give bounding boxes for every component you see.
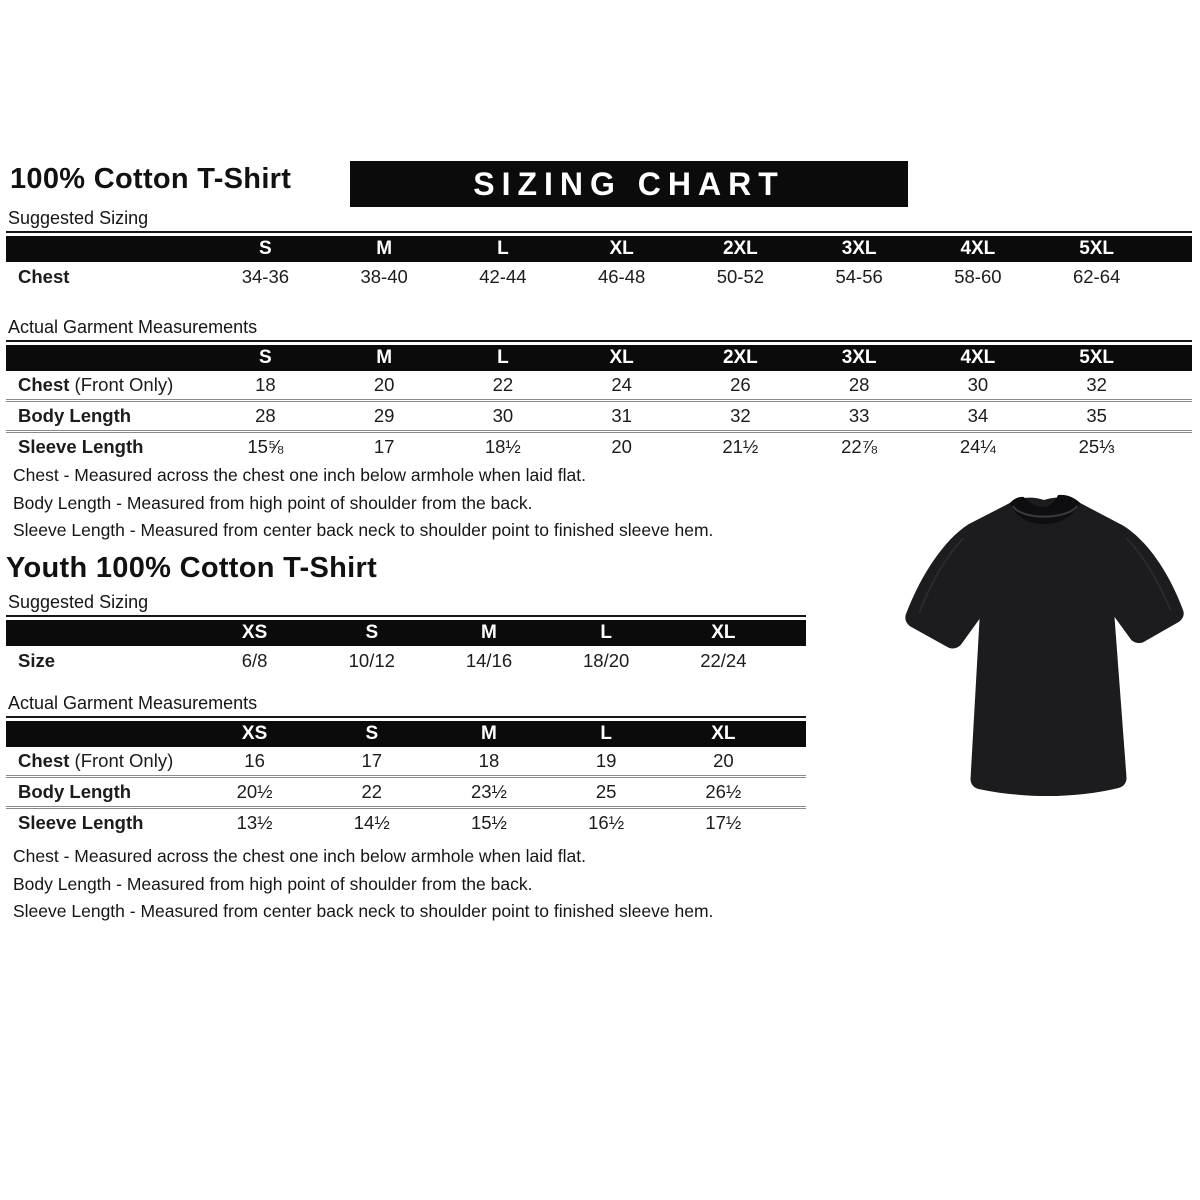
column-header-l: L xyxy=(497,238,509,259)
value-cell: 17½ xyxy=(665,808,782,838)
value-cell: 34 xyxy=(919,401,1038,432)
table-row-chest xyxy=(6,371,1192,401)
adult-suggested-sizing-table xyxy=(6,236,1192,292)
youth-suggested-sizing-label: Suggested Sizing xyxy=(8,592,149,612)
value-cell: 19 xyxy=(595,750,617,771)
header-spacer-cell xyxy=(782,620,806,646)
note-body-length: Body Length - Measured from high point of shoulder from the back. xyxy=(13,873,533,894)
value-cell: 28 xyxy=(848,374,870,395)
column-header-s: S xyxy=(365,622,379,643)
value-cell: 20 xyxy=(562,432,681,462)
value-cell: 22/24 xyxy=(700,650,747,671)
row-label: Body Length xyxy=(6,777,196,808)
row-label: Sleeve Length xyxy=(6,432,206,462)
value-cell: 22 xyxy=(313,777,430,808)
value-cell: 28 xyxy=(206,401,325,432)
youth-actual-measurements-table-wrap xyxy=(6,716,806,837)
value-cell: 29 xyxy=(325,401,444,432)
value-cell: 16 xyxy=(244,750,265,771)
youth-actual-measurements-table xyxy=(6,721,806,837)
value-cell: 18 xyxy=(478,750,500,771)
adult-actual-measurements-label: Actual Garment Measurements xyxy=(8,317,258,337)
value-cell: 21½ xyxy=(681,432,800,462)
column-header-xl: XL xyxy=(711,723,736,744)
column-header-m: M xyxy=(481,723,497,744)
table-header-row xyxy=(6,721,806,747)
row-label: Body Length xyxy=(6,401,206,432)
table-header-row xyxy=(6,236,1192,262)
sizing-chart-banner xyxy=(350,161,908,207)
adult-suggested-sizing-label: Suggested Sizing xyxy=(8,208,149,228)
value-cell: 14½ xyxy=(313,808,430,838)
tshirt-body-shape xyxy=(905,498,1183,796)
value-cell: 22 xyxy=(492,374,514,395)
column-header-xs: XS xyxy=(241,622,268,643)
value-cell: 30 xyxy=(444,401,563,432)
note-body-length: Body Length - Measured from high point of shoulder from the back. xyxy=(13,492,533,513)
row-label: Chest (Front Only) xyxy=(18,374,174,395)
spacer-cell xyxy=(782,646,806,676)
header-empty-cell xyxy=(6,236,206,262)
column-header-xl: XL xyxy=(609,238,634,259)
black-tshirt-image xyxy=(893,490,1195,800)
table-row-chest xyxy=(6,747,806,777)
youth-section-title: Youth 100% Cotton T-Shirt xyxy=(6,552,378,584)
table-header-row xyxy=(6,620,806,646)
table-row-size xyxy=(6,646,806,676)
value-cell: 62-64 xyxy=(1072,266,1121,287)
spacer-cell xyxy=(1156,432,1192,462)
value-cell: 31 xyxy=(562,401,681,432)
column-header-s: S xyxy=(259,347,272,368)
header-spacer-cell xyxy=(782,721,806,747)
spacer-cell xyxy=(1156,401,1192,432)
value-cell: 20 xyxy=(713,750,734,771)
spacer-cell xyxy=(782,777,806,808)
value-cell: 24 xyxy=(611,374,632,395)
table-row-sleeve-length xyxy=(6,432,1192,462)
value-cell: 25⅓ xyxy=(1037,432,1156,462)
value-cell: 42-44 xyxy=(479,266,527,287)
value-cell: 16½ xyxy=(548,808,665,838)
value-cell: 20 xyxy=(373,374,395,395)
column-header-s: S xyxy=(259,238,272,259)
value-cell: 32 xyxy=(681,401,800,432)
value-cell: 58-60 xyxy=(954,266,1002,287)
header-empty-cell xyxy=(6,721,196,747)
column-header-l: L xyxy=(497,347,509,368)
column-header-3xl: 3XL xyxy=(841,347,877,368)
note-sleeve-length: Sleeve Length - Measured from center back neck to shoulder point to finished sleeve hem. xyxy=(13,901,714,921)
row-label: Sleeve Length xyxy=(6,808,196,838)
spacer-cell xyxy=(1156,371,1192,401)
value-cell: 18 xyxy=(255,374,276,395)
youth-measurement-notes xyxy=(13,843,713,926)
value-cell: 17 xyxy=(325,432,444,462)
note-chest: Chest - Measured across the chest one inch below armhole when laid flat. xyxy=(13,846,586,866)
tshirt-graphic xyxy=(893,490,1195,800)
column-header-xs: XS xyxy=(241,723,268,744)
row-label: Chest xyxy=(18,266,70,287)
value-cell: 17 xyxy=(361,750,383,771)
header-empty-cell xyxy=(6,620,196,646)
table-header-row xyxy=(6,345,1192,371)
column-header-2xl: 2XL xyxy=(722,238,758,259)
column-header-4xl: 4XL xyxy=(960,238,996,259)
value-cell: 26 xyxy=(730,374,751,395)
table-row-chest xyxy=(6,262,1192,292)
column-header-xl: XL xyxy=(711,622,736,643)
sizing-chart-banner-text: SIZING CHART xyxy=(473,165,785,202)
spacer-cell xyxy=(782,808,806,838)
value-cell: 18½ xyxy=(444,432,563,462)
value-cell: 15⅝ xyxy=(206,432,325,462)
adult-measurement-notes xyxy=(13,462,713,545)
column-header-3xl: 3XL xyxy=(841,238,877,259)
header-spacer-cell xyxy=(1156,236,1192,262)
column-header-m: M xyxy=(376,347,393,368)
value-cell: 38-40 xyxy=(360,266,408,287)
value-cell: 20½ xyxy=(196,777,313,808)
value-cell: 13½ xyxy=(196,808,313,838)
adult-suggested-sizing-table-wrap xyxy=(6,231,1192,292)
youth-actual-measurements-label: Actual Garment Measurements xyxy=(8,693,258,713)
value-cell: 10/12 xyxy=(348,650,395,671)
row-label: Size xyxy=(18,650,56,671)
column-header-xl: XL xyxy=(609,347,634,368)
adult-actual-measurements-table-wrap xyxy=(6,340,1192,461)
note-chest: Chest - Measured across the chest one inch below armhole when laid flat. xyxy=(13,465,586,485)
row-label: Chest (Front Only) xyxy=(18,750,174,771)
spacer-cell xyxy=(782,747,806,777)
value-cell: 50-52 xyxy=(716,266,765,287)
adult-section-title: 100% Cotton T-Shirt xyxy=(10,163,292,195)
note-sleeve-length: Sleeve Length - Measured from center back neck to shoulder point to finished sleeve hem. xyxy=(13,520,714,540)
table-row-body-length xyxy=(6,401,1192,432)
column-header-2xl: 2XL xyxy=(722,347,758,368)
value-cell: 30 xyxy=(967,374,989,395)
column-header-s: S xyxy=(365,723,379,744)
youth-suggested-sizing-table-wrap xyxy=(6,615,806,676)
column-header-5xl: 5XL xyxy=(1079,238,1115,259)
value-cell: 24¼ xyxy=(919,432,1038,462)
column-header-m: M xyxy=(376,238,393,259)
column-header-m: M xyxy=(481,622,497,643)
table-row-sleeve-length xyxy=(6,808,806,838)
value-cell: 22⅞ xyxy=(800,432,919,462)
value-cell: 34-36 xyxy=(241,266,290,287)
table-row-body-length xyxy=(6,777,806,808)
value-cell: 14/16 xyxy=(465,650,513,671)
value-cell: 6/8 xyxy=(241,650,268,671)
adult-actual-measurements-table xyxy=(6,345,1192,461)
column-header-4xl: 4XL xyxy=(960,347,996,368)
value-cell: 46-48 xyxy=(597,266,646,287)
value-cell: 54-56 xyxy=(835,266,883,287)
column-header-l: L xyxy=(600,723,612,744)
value-cell: 32 xyxy=(1086,374,1107,395)
value-cell: 25 xyxy=(548,777,665,808)
column-header-l: L xyxy=(600,622,612,643)
value-cell: 35 xyxy=(1037,401,1156,432)
header-spacer-cell xyxy=(1156,345,1192,371)
value-cell: 15½ xyxy=(430,808,547,838)
column-header-5xl: 5XL xyxy=(1079,347,1115,368)
spacer-cell xyxy=(1156,262,1192,292)
header-empty-cell xyxy=(6,345,206,371)
youth-suggested-sizing-table xyxy=(6,620,806,676)
value-cell: 23½ xyxy=(430,777,547,808)
value-cell: 18/20 xyxy=(583,650,630,671)
value-cell: 26½ xyxy=(665,777,782,808)
value-cell: 33 xyxy=(800,401,919,432)
